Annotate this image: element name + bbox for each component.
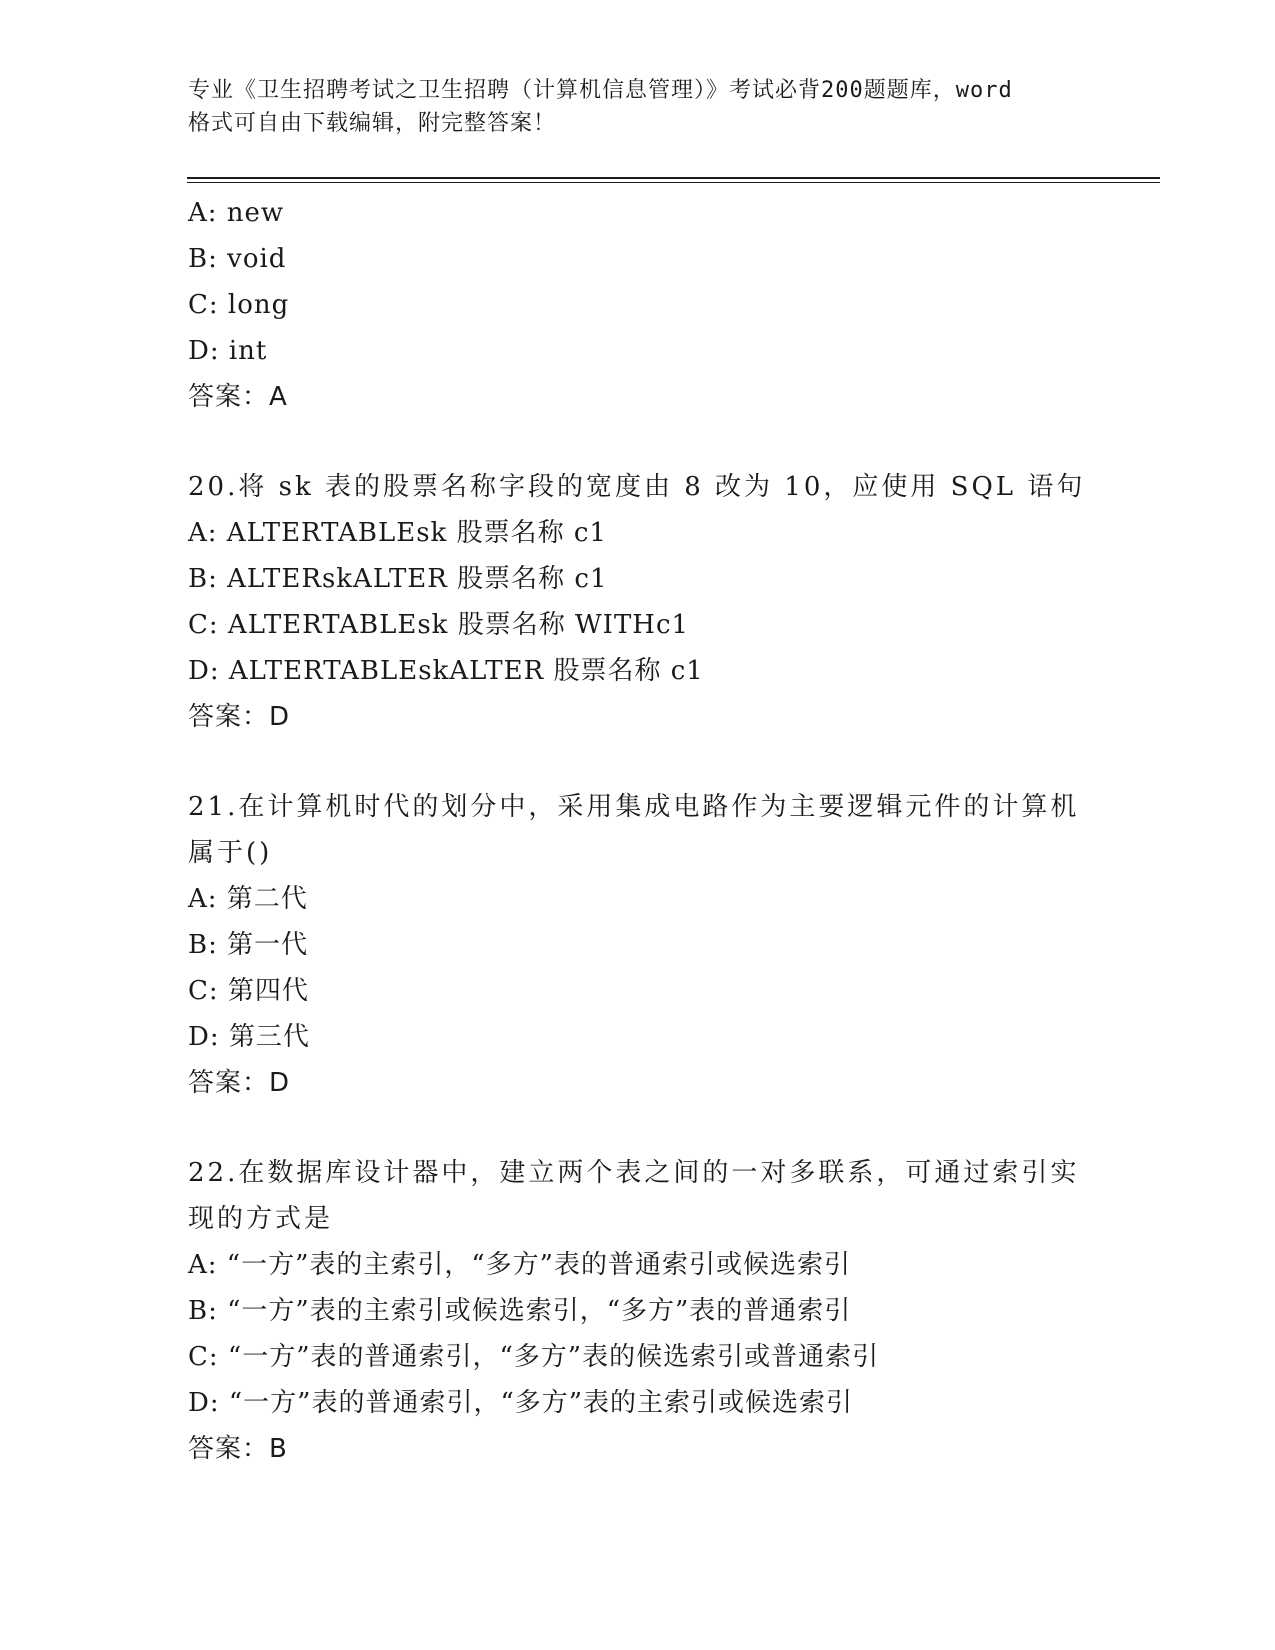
spacer: [188, 740, 1088, 784]
answer-label: 答案：A: [188, 382, 288, 412]
option-b: B: 第一代: [188, 930, 309, 960]
header-divider-thin: [187, 182, 1160, 183]
question-stem: 20.将 sk 表的股票名称字段的宽度由 8 改为 10，应使用 SQL 语句: [188, 472, 1086, 502]
option-a: A: “一方”表的主索引，“多方”表的普通索引或候选索引: [188, 1250, 851, 1280]
option-b: B: void: [188, 244, 287, 274]
question-22: [188, 1150, 1088, 1472]
question-19: [188, 190, 1088, 420]
spacer: [188, 1106, 1088, 1150]
question-stem-line-2: 现的方式是: [188, 1204, 334, 1234]
header-title-line-1: 专业《卫生招聘考试之卫生招聘（计算机信息管理）》考试必背200题题库，word: [188, 78, 1013, 103]
answer-label: 答案：D: [188, 702, 291, 732]
answer-label: 答案：B: [188, 1434, 288, 1464]
question-stem-line-1: 22.在数据库设计器中，建立两个表之间的一对多联系，可通过索引实: [188, 1158, 1080, 1188]
option-d: D: ALTERTABLEskALTER 股票名称 c1: [188, 656, 704, 686]
question-20: [188, 464, 1088, 740]
option-d: D: int: [188, 336, 268, 366]
option-a: A: new: [188, 198, 285, 228]
option-b: B: “一方”表的主索引或候选索引，“多方”表的普通索引: [188, 1296, 852, 1326]
option-c: C: long: [188, 290, 290, 320]
question-stem-line-1: 21.在计算机时代的划分中，采用集成电路作为主要逻辑元件的计算机: [188, 792, 1080, 822]
spacer: [188, 420, 1088, 464]
option-d: D: “一方”表的普通索引，“多方”表的主索引或候选索引: [188, 1388, 854, 1418]
question-list: [188, 190, 1088, 1472]
question-21: [188, 784, 1088, 1106]
option-b: B: ALTERskALTER 股票名称 c1: [188, 564, 608, 594]
document-header: [188, 74, 1088, 140]
header-title-line-2: 格式可自由下载编辑，附完整答案！: [188, 111, 557, 136]
option-c: C: “一方”表的普通索引，“多方”表的候选索引或普通索引: [188, 1342, 880, 1372]
header-divider-thick: [187, 177, 1160, 179]
answer-label: 答案：D: [188, 1068, 291, 1098]
option-a: A: ALTERTABLEsk 股票名称 c1: [188, 518, 607, 548]
question-stem-line-2: 属于(): [188, 838, 273, 868]
option-c: C: ALTERTABLEsk 股票名称 WITHc1: [188, 610, 690, 640]
option-d: D: 第三代: [188, 1022, 310, 1052]
option-a: A: 第二代: [188, 884, 308, 914]
option-c: C: 第四代: [188, 976, 309, 1006]
